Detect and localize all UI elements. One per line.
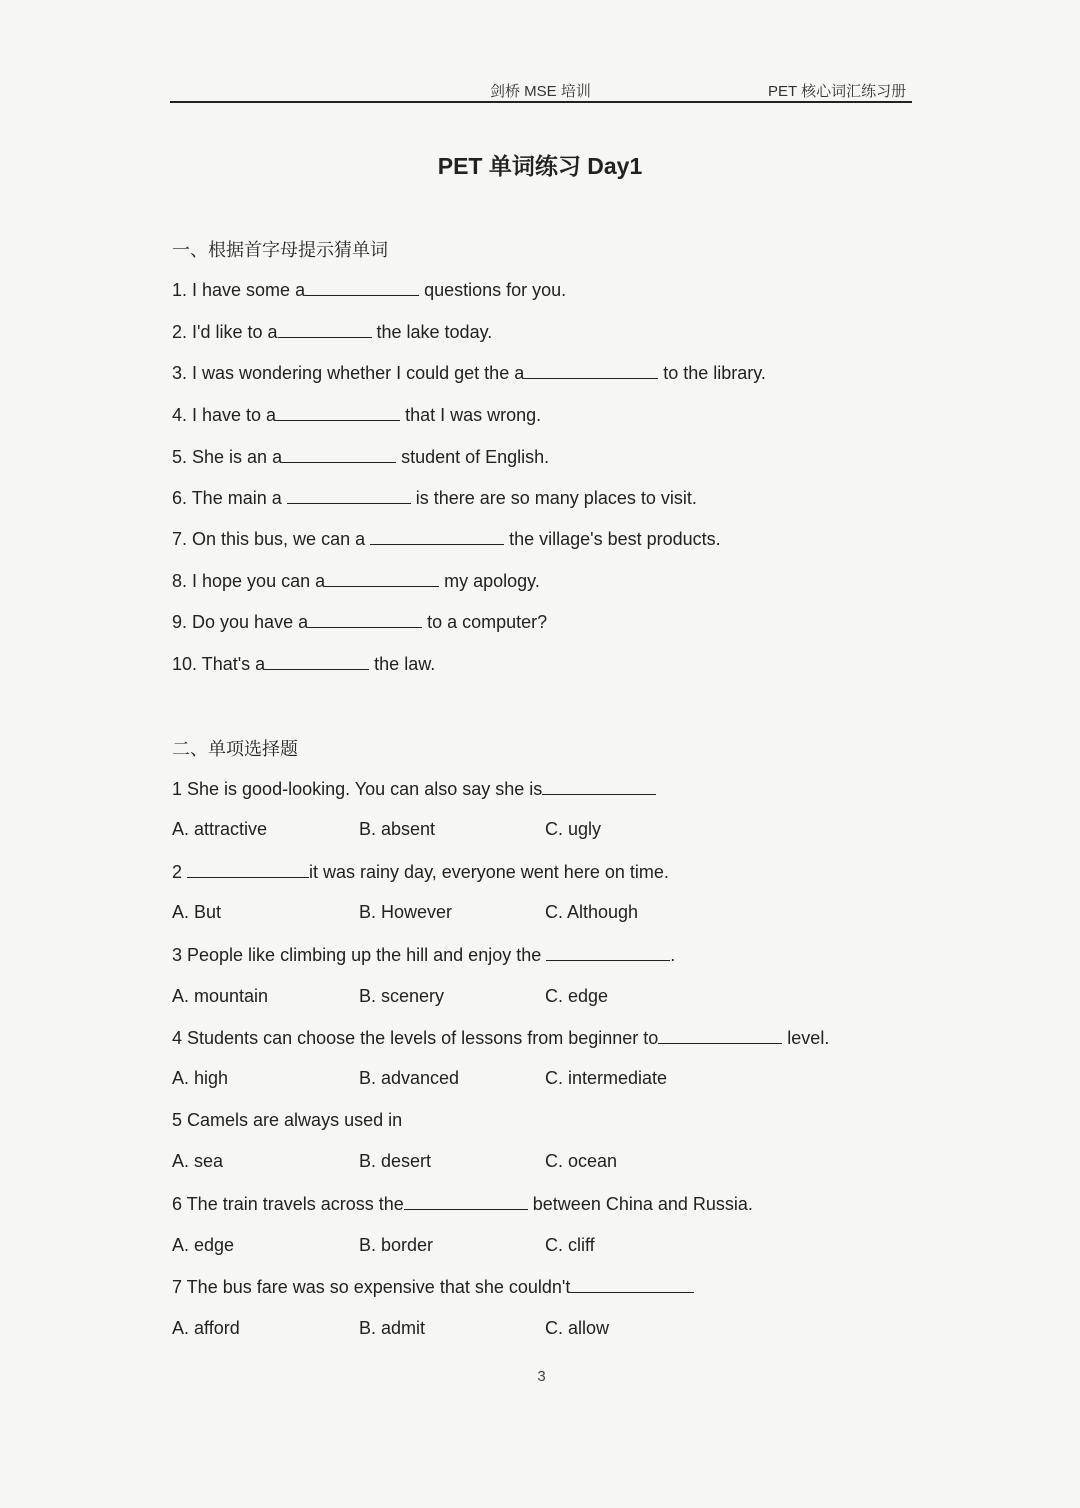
answer-blank [276,404,400,421]
fill-item-1 [172,279,566,301]
fill-item-4 [172,404,541,426]
fill-item-text: 4. I have to a [172,405,277,425]
option-b: B. advanced [359,1068,460,1088]
answer-blank [305,279,419,296]
answer-blank [570,1276,694,1293]
option-b: B. scenery [359,986,445,1006]
mc-question-3 [172,944,675,966]
option-b: B. border [359,1235,434,1255]
fill-item-text: 6. The main a [172,488,287,508]
option-b: B. admit [359,1318,426,1338]
fill-item-text: to a computer? [422,612,548,632]
question-text: . [670,945,676,965]
section2-heading: 二、单项选择题 [172,739,298,759]
answer-blank [524,362,658,379]
answer-blank [370,528,504,545]
fill-item-text: my apology. [439,571,540,591]
option-a: A. mountain [172,986,269,1006]
answer-blank [658,1027,782,1044]
answer-blank [542,778,656,795]
option-c: C. allow [545,1318,610,1338]
header-right: PET 核心词汇练习册 [768,83,907,100]
answer-blank [187,861,309,878]
option-a: A. afford [172,1318,240,1338]
fill-item-text: 3. I was wondering whether I could get the a [172,363,525,383]
fill-item-7 [172,528,721,550]
question-text: level. [782,1028,830,1048]
fill-item-text: that I was wrong. [400,405,542,425]
answer-blank [404,1193,528,1210]
mc-question-6 [172,1193,753,1215]
option-c: C. cliff [545,1235,595,1255]
mc-question-7 [172,1276,694,1298]
option-b: B. absent [359,819,436,839]
option-c: C. ugly [545,819,602,839]
fill-item-text: 5. She is an a [172,447,283,467]
option-c: C. edge [545,986,609,1006]
answer-blank [287,487,411,504]
option-c: C. intermediate [545,1068,668,1088]
fill-item-text: the village's best products. [504,529,721,549]
fill-item-text: the lake today. [371,322,493,342]
mc-question-4 [172,1027,829,1049]
fill-item-text: 7. On this bus, we can a [172,529,371,549]
mc-question-2 [172,861,669,883]
answer-blank [325,570,439,587]
option-c: C. Although [545,902,639,922]
fill-item-text: questions for you. [419,280,567,300]
answer-blank [546,944,670,961]
fill-item-6 [172,487,697,509]
option-a: A. sea [172,1151,224,1171]
option-b: B. desert [359,1151,432,1171]
fill-item-2 [172,321,492,343]
answer-blank [278,321,372,338]
section1-heading: 一、根据首字母提示猜单词 [172,240,388,260]
fill-item-10 [172,653,435,675]
fill-item-text: the law. [369,654,436,674]
header-left: 剑桥 MSE 培训 [490,83,591,100]
question-text: 6 The train travels across the [172,1194,404,1214]
question-text: 1 She is good-looking. You can also say she is [172,779,543,799]
fill-item-text: 9. Do you have a [172,612,309,632]
fill-item-text: 8. I hope you can a [172,571,326,591]
page-number: 3 [537,1368,546,1385]
option-a: A. attractive [172,819,268,839]
fill-item-8 [172,570,540,592]
question-text: 4 Students can choose the levels of lessons from beginner to [172,1028,659,1048]
answer-blank [265,653,369,670]
header-rule [170,101,912,103]
answer-blank [308,611,422,628]
question-text: 5 Camels are always used in [172,1110,403,1130]
mc-question-5 [172,1110,402,1131]
mc-question-1 [172,778,656,800]
option-c: C. ocean [545,1151,618,1171]
fill-item-text: 2. I'd like to a [172,322,278,342]
option-a: A. high [172,1068,229,1088]
fill-item-text: to the library. [658,363,766,383]
fill-item-5 [172,446,549,468]
option-a: A. edge [172,1235,235,1255]
fill-item-text: is there are so many places to visit. [410,488,697,508]
question-text: it was rainy day, everyone went here on time. [309,862,669,882]
fill-item-text: student of English. [396,447,550,467]
fill-item-9 [172,611,547,633]
option-b: B. However [359,902,453,922]
question-text: 3 People like climbing up the hill and enjoy the [172,945,547,965]
fill-item-text: 1. I have some a [172,280,306,300]
answer-blank [282,446,396,463]
fill-item-3 [172,362,766,384]
fill-item-text: 10. That's a [172,654,266,674]
question-text: 7 The bus fare was so expensive that she couldn't [172,1277,571,1297]
question-text: between China and Russia. [527,1194,753,1214]
page-title: PET 单词练习 Day1 [437,153,643,179]
option-a: A. But [172,902,222,922]
question-text: 2 [172,862,188,882]
